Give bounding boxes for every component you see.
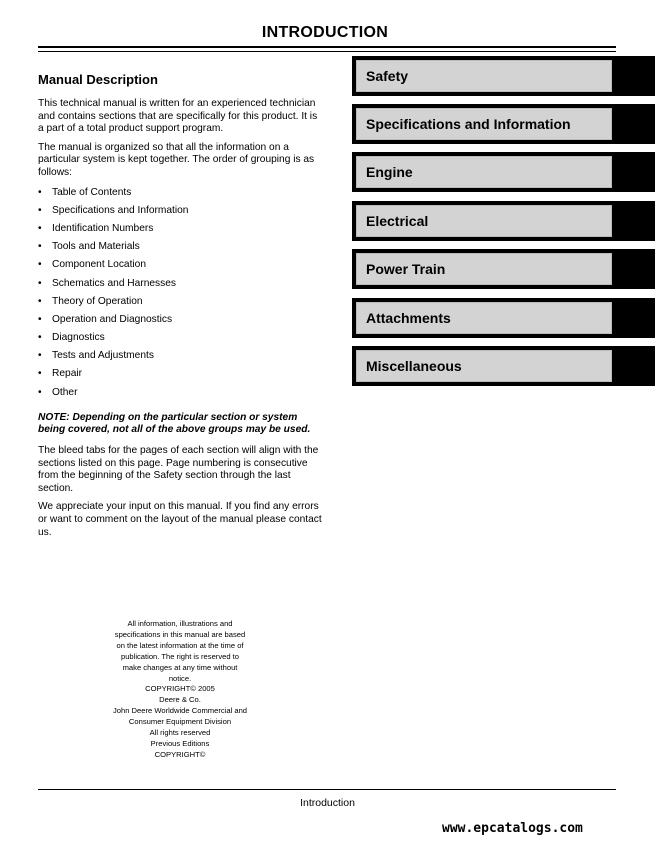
tab-attachments[interactable] xyxy=(352,298,655,338)
copyright-line: COPYRIGHT© xyxy=(154,749,206,759)
list-item: • Diagnostics xyxy=(38,331,323,349)
list-item: • Identification Numbers xyxy=(38,222,323,240)
list-item: • Theory of Operation xyxy=(38,295,323,313)
copyright-line: Previous Editions xyxy=(150,738,210,748)
copyright-line: All information, illustrations and xyxy=(127,619,233,628)
tab-label: Specifications and Information xyxy=(356,108,612,140)
list-item: • Component Location xyxy=(38,258,323,276)
tab-power-train[interactable] xyxy=(352,249,655,289)
copyright-line: Deere & Co. xyxy=(159,695,201,705)
section-heading: Manual Description xyxy=(38,72,158,87)
organization-paragraph: The manual is organized so that all the information on a particular system is kept together. The order of grouping is as follows: xyxy=(38,141,315,178)
list-item: • Tools and Materials xyxy=(38,240,323,258)
tab-safety[interactable] xyxy=(352,56,655,96)
tab-label: Safety xyxy=(356,60,612,92)
list-item: • Repair xyxy=(38,367,323,385)
list-item: • Tests and Adjustments xyxy=(38,349,323,367)
watermark-text: www.epcatalogs.com xyxy=(442,821,583,836)
copyright-line: notice. xyxy=(168,673,192,683)
footer-label: Introduction xyxy=(300,797,355,809)
tab-label: Miscellaneous xyxy=(356,350,612,382)
copyright-line: COPYRIGHT© 2005 xyxy=(145,684,215,694)
tab-miscellaneous[interactable] xyxy=(352,346,655,386)
tab-label: Attachments xyxy=(356,302,612,334)
tab-label: Electrical xyxy=(356,205,612,237)
footer-rule xyxy=(38,789,616,790)
page-title: INTRODUCTION xyxy=(261,24,389,41)
copyright-line: Consumer Equipment Division xyxy=(128,717,232,727)
note-paragraph: NOTE: Depending on the particular section or system being covered, not all of the above groups may be used. xyxy=(38,411,311,436)
copyright-line: on the latest information at the time of xyxy=(116,640,244,650)
list-item: • Table of Contents xyxy=(38,186,323,204)
list-item: • Specifications and Information xyxy=(38,204,323,222)
copyright-line: make changes at any time without xyxy=(122,662,238,672)
list-item: • Schematics and Harnesses xyxy=(38,277,323,295)
copyright-notice xyxy=(95,619,265,761)
tab-specifications[interactable] xyxy=(352,104,655,144)
list-item: • Other xyxy=(38,386,323,404)
tab-engine[interactable] xyxy=(352,152,655,192)
copyright-line: John Deere Worldwide Commercial and xyxy=(112,706,248,716)
manual-description-column xyxy=(38,72,323,545)
bleed-tabs-paragraph: The bleed tabs for the pages of each section will align with the sections listed on this page. Page numbering is consecutive from the beginning of the Safety section through the last section. xyxy=(38,445,319,494)
copyright-line: publication. The right is reserved to xyxy=(120,651,240,661)
intro-paragraph: This technical manual is written for an experienced technician and contains sections that are specifically for this product. It is a part of a total product support program. xyxy=(38,98,318,135)
tab-label: Engine xyxy=(356,156,612,188)
tab-electrical[interactable] xyxy=(352,201,655,241)
header-rule-thin xyxy=(38,51,616,52)
feedback-paragraph: We appreciate your input on this manual. If you find any errors or want to comment on the layout of the manual please contact us. xyxy=(38,501,322,538)
list-item: • Operation and Diagnostics xyxy=(38,313,323,331)
copyright-line: All rights reserved xyxy=(149,728,211,738)
group-list xyxy=(38,186,323,404)
copyright-line: specifications in this manual are based xyxy=(114,629,246,639)
tab-label: Power Train xyxy=(356,253,612,285)
header-rule-thick xyxy=(38,46,616,48)
